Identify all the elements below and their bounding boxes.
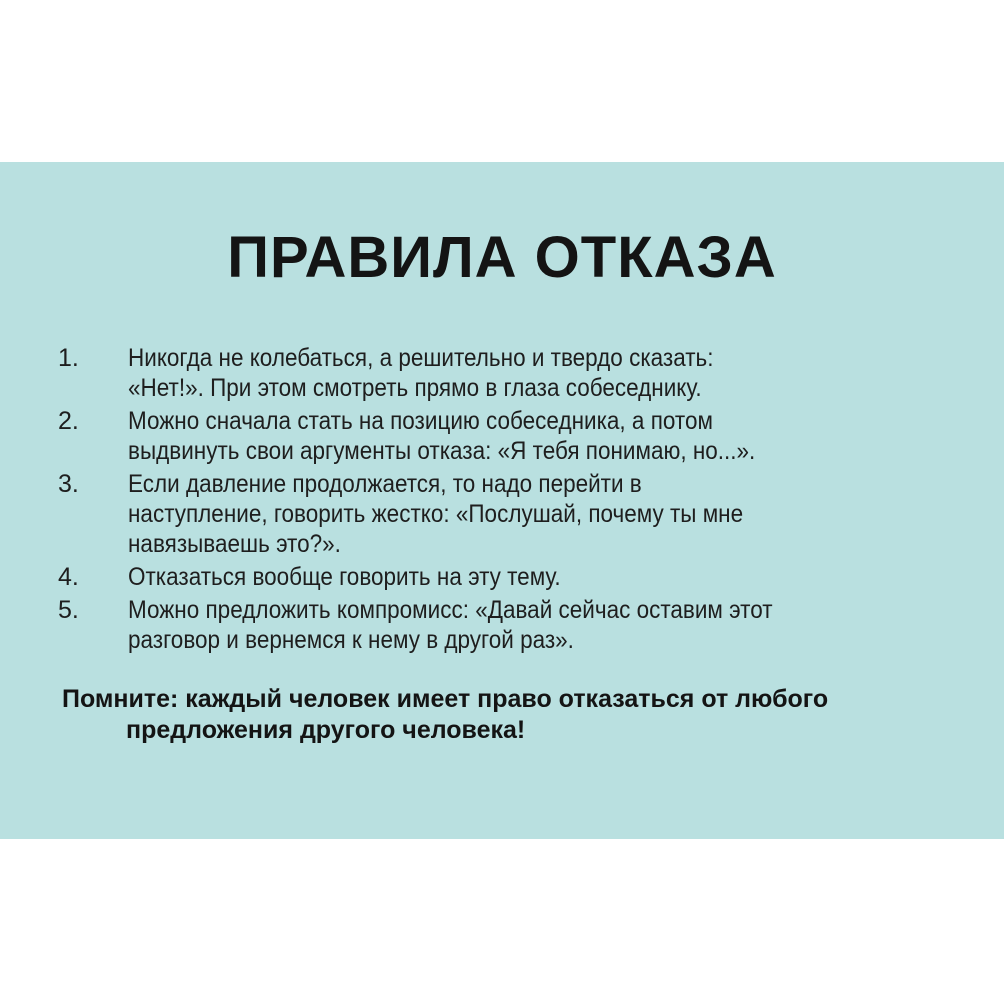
list-item-line: Можно предложить компромисс: «Давай сейчас оставим этот (128, 596, 773, 624)
list-item (58, 562, 958, 592)
list-item-number: 1. (58, 344, 79, 372)
list-item (58, 595, 958, 655)
rules-list (58, 343, 958, 658)
page-title: ПРАВИЛА ОТКАЗА (227, 225, 777, 290)
list-item-number: 3. (58, 470, 79, 498)
list-item-line: Отказаться вообще говорить на эту тему. (128, 563, 561, 591)
list-item-text (128, 343, 875, 403)
list-item (58, 406, 958, 466)
list-item-number: 5. (58, 596, 79, 624)
list-item-line: наступление, говорить жестко: «Послушай, почему ты мне (128, 500, 744, 528)
list-item-number: 2. (58, 407, 79, 435)
list-item-text (128, 406, 875, 466)
list-item-line: выдвинуть свои аргументы отказа: «Я тебя понимаю, но...». (128, 437, 756, 465)
list-item-line: Если давление продолжается, то надо перейти в (128, 470, 642, 498)
list-item (58, 343, 958, 403)
list-item-text (128, 469, 875, 559)
list-item-line: Можно сначала стать на позицию собеседника, а потом (128, 407, 713, 435)
list-item-number: 4. (58, 563, 79, 591)
reminder-note (62, 684, 942, 746)
list-item-line: Никогда не колебаться, а решительно и твердо сказать: (128, 344, 714, 372)
list-item (58, 469, 958, 559)
list-item-text (128, 562, 875, 592)
list-item-line: навязываешь это?». (128, 530, 341, 558)
reminder-line: Помните: каждый человек имеет право отказаться от любого (62, 685, 829, 713)
list-item-line: «Нет!». При этом смотреть прямо в глаза собеседнику. (128, 374, 702, 402)
list-item-line: разговор и вернемся к нему в другой раз». (128, 626, 574, 654)
list-item-text (128, 595, 875, 655)
reminder-line: предложения другого человека! (126, 716, 526, 744)
